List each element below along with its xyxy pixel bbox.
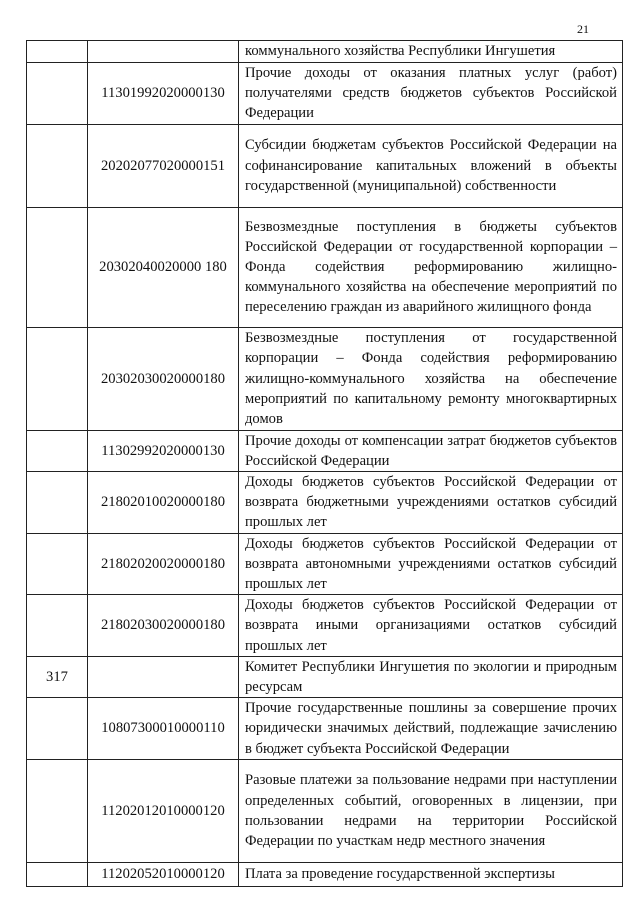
admin-code-cell	[27, 472, 88, 534]
revenue-code-cell	[88, 656, 239, 697]
revenue-description-cell: Разовые платежи за пользование недрами при наступлении определенных событий, оговоренных в лицензии, при пользовании недрами на территории Российской Федерации по участкам недр местного значения	[239, 759, 623, 862]
revenue-code-cell: 21802020020000180	[88, 533, 239, 595]
table-row	[27, 327, 623, 430]
admin-code-cell	[27, 862, 88, 886]
admin-code-cell	[27, 595, 88, 657]
admin-code-cell: 317	[27, 656, 88, 697]
page-number: 21	[577, 22, 589, 36]
revenue-description-cell: Прочие государственные пошлины за совершение прочих юридически значимых действий, подлежащие зачислению в бюджет субъекта Российской Федерации	[239, 698, 623, 760]
revenue-description-cell: коммунального хозяйства Республики Ингушетия	[239, 41, 623, 63]
admin-code-cell	[27, 327, 88, 430]
admin-code-cell	[27, 63, 88, 125]
revenue-description-cell: Прочие доходы от компенсации затрат бюджетов субъектов Российской Федерации	[239, 430, 623, 471]
revenue-description-cell: Доходы бюджетов субъектов Российской Федерации от возврата иными организациями остатков субсидий прошлых лет	[239, 595, 623, 657]
revenue-code-cell: 20202077020000151	[88, 124, 239, 207]
revenue-code-cell: 11202052010000120	[88, 862, 239, 886]
revenue-description-cell: Доходы бюджетов субъектов Российской Федерации от возврата автономными учреждениями остатков субсидий прошлых лет	[239, 533, 623, 595]
revenue-code-cell: 20302030020000180	[88, 327, 239, 430]
admin-code-cell	[27, 759, 88, 862]
table-row	[27, 124, 623, 207]
revenue-code-cell: 21802010020000180	[88, 472, 239, 534]
revenue-description-cell: Прочие доходы от оказания платных услуг (работ) получателями средств бюджетов субъектов Российской Федерации	[239, 63, 623, 125]
revenue-description-cell: Доходы бюджетов субъектов Российской Федерации от возврата бюджетными учреждениями остатков субсидий прошлых лет	[239, 472, 623, 534]
table-row	[27, 533, 623, 595]
table-row	[27, 41, 623, 63]
admin-code-cell	[27, 124, 88, 207]
revenue-description-cell: Безвозмездные поступления в бюджеты субъектов Российской Федерации от государственной корпорации –Фонда содействия реформированию жилищно-коммунального хозяйства на обеспечение мероприятий по переселению граждан из аварийного жилищного фонда	[239, 207, 623, 327]
revenue-code-cell: 11301992020000130	[88, 63, 239, 125]
revenue-description-cell: Плата за проведение государственной экспертизы	[239, 862, 623, 886]
revenue-code-table	[26, 40, 623, 887]
revenue-code-cell: 11302992020000130	[88, 430, 239, 471]
admin-code-cell	[27, 430, 88, 471]
revenue-description-cell: Безвозмездные поступления от государственной корпорации – Фонда содействия реформированию жилищно-коммунального хозяйства на обеспечение мероприятий по капитальному ремонту многоквартирных домов	[239, 327, 623, 430]
table-row	[27, 698, 623, 760]
admin-code-cell	[27, 533, 88, 595]
revenue-code-cell: 20302040020000 180	[88, 207, 239, 327]
table-row	[27, 759, 623, 862]
admin-code-cell	[27, 698, 88, 760]
admin-code-cell	[27, 207, 88, 327]
table-row	[27, 656, 623, 697]
table-row	[27, 472, 623, 534]
revenue-description-cell: Субсидии бюджетам субъектов Российской Федерации на софинансирование капитальных вложений в объекты государственной (муниципальной) собственности	[239, 124, 623, 207]
revenue-code-cell: 21802030020000180	[88, 595, 239, 657]
table-row	[27, 63, 623, 125]
revenue-code-cell	[88, 41, 239, 63]
table-row	[27, 862, 623, 886]
revenue-code-cell: 11202012010000120	[88, 759, 239, 862]
revenue-description-cell: Комитет Республики Ингушетия по экологии и природным ресурсам	[239, 656, 623, 697]
table-row	[27, 595, 623, 657]
table-row	[27, 207, 623, 327]
revenue-code-cell: 10807300010000110	[88, 698, 239, 760]
table-row	[27, 430, 623, 471]
admin-code-cell	[27, 41, 88, 63]
